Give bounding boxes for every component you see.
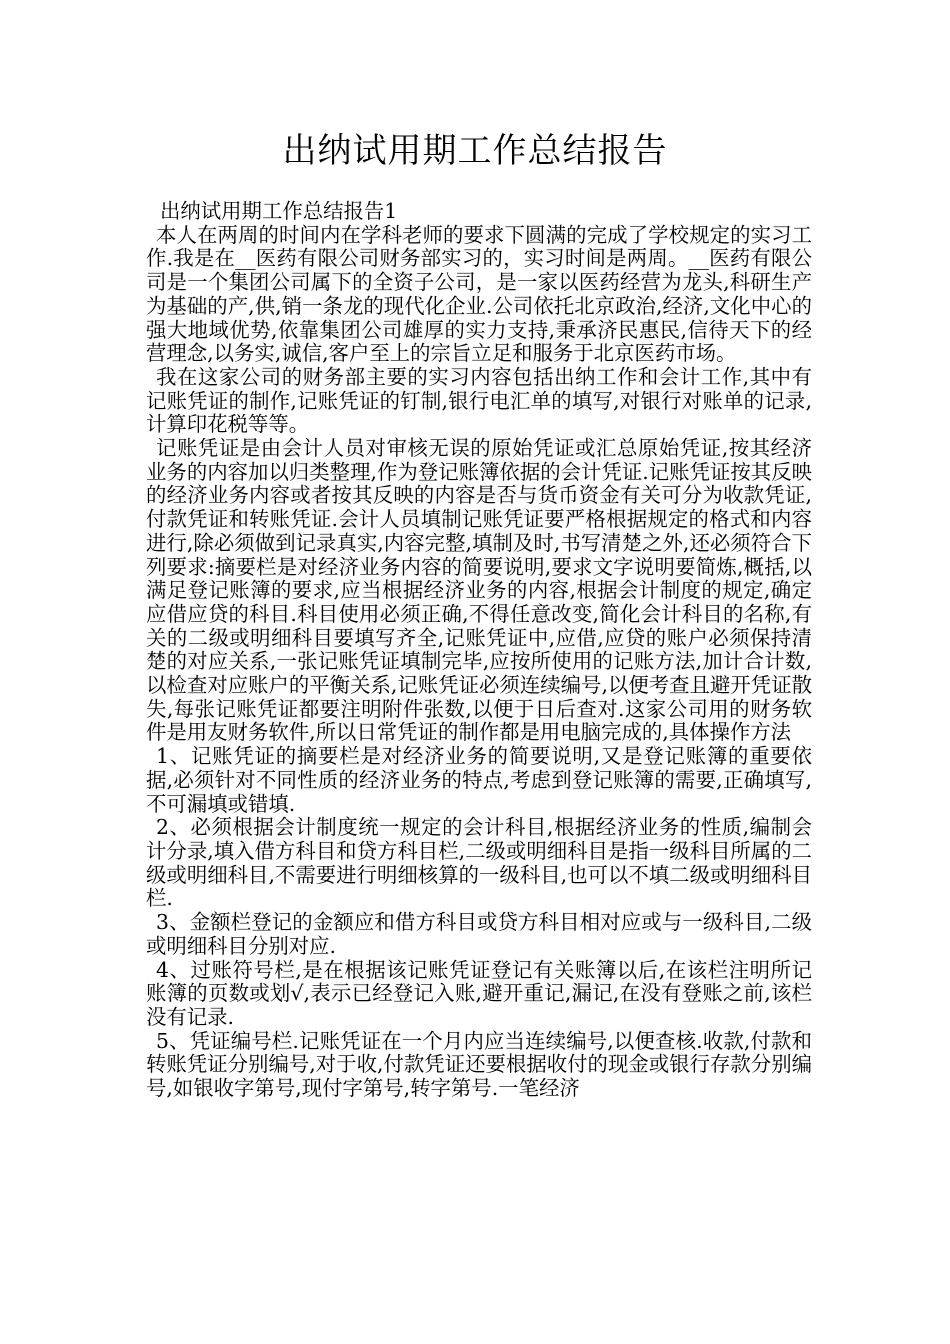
document-body — [146, 200, 812, 1101]
paragraph-point-5: 5、凭证编号栏.记账凭证在一个月内应当连续编号,以便查核.收款,付款和转账凭证分别编号,对于收,付款凭证还要根据收付的现金或银行存款分别编号,如银收字第号,现付字第号,转字第号.一笔经济 — [146, 1028, 812, 1101]
document-title: 出纳试用期工作总结报告 — [282, 131, 668, 171]
paragraph-point-1: 1、记账凭证的摘要栏是对经济业务的简要说明,又是登记账簿的重要依据,必须针对不同性质的经济业务的特点,考虑到登记账簿的需要,正确填写,不可漏填或错填. — [146, 744, 812, 816]
document-subtitle: 出纳试用期工作总结报告1 — [160, 199, 398, 223]
paragraph-point-4: 4、过账符号栏,是在根据该记账凭证登记有关账簿以后,在该栏注明所记账簿的页数或划√,表示已经登记入账,避开重记,漏记,在没有登账之前,该栏没有记录. — [146, 957, 812, 1029]
paragraph-intro: 本人在两周的时间内在学科老师的要求下圆满的完成了学校规定的实习工作.我是在__医药有限公司财务部实习的，实习时间是两周。__医药有限公司是一个集团公司属下的全资子公司，是一家以医药经营为龙头,科研生产为基础的产,供,销一条龙的现代化企业.公司依托北京政治,经济,文化中心的强大地域优势,依靠集团公司雄厚的实力支持,秉承济民惠民,信待天下的经营理念,以务实,诚信,客户至上的宗旨立足和服务于北京医药市场。 — [146, 222, 812, 366]
paragraph-point-3: 3、金额栏登记的金额应和借方科目或贷方科目相对应或与一级科目,二级或明细科目分别对应. — [146, 910, 812, 958]
paragraph-point-2: 2、必须根据会计制度统一规定的会计科目,根据经济业务的性质,编制会计分录,填入借方科目和贷方科目栏,二级或明细科目是指一级科目所属的二级或明细科目,不需要进行明细核算的一级科目,也可以不填二级或明细科目栏. — [146, 815, 812, 911]
paragraph-voucher-definition: 记账凭证是由会计人员对审核无误的原始凭证或汇总原始凭证,按其经济业务的内容加以归类整理,作为登记账簿依据的会计凭证.记账凭证按其反映的经济业务内容或者按其反映的内容是否与货币资金有关可分为收款凭证,付款凭证和转账凭证.会计人员填制记账凭证要严格根据规定的格式和内容进行,除必须做到记录真实,内容完整,填制及时,书写清楚之外,还必须符合下列要求:摘要栏是对经济业务内容的简要说明,要求文字说明要简炼,概括,以满足登记账簿的要求,应当根据经济业务的内容,根据会计制度的规定,确定应借应贷的科目.科目使用必须正确,不得任意改变,简化会计科目的名称,有关的二级或明细科目要填写齐全,记账凭证中,应借,应贷的账户必须保持清楚的对应关系,一张记账凭证填制完毕,应按所使用的记账方法,加计合计数,以检查对应账户的平衡关系,记账凭证必须连续编号,以便考查且避开凭证散失,每张记账凭证都要注明附件张数,以便于日后查对.这家公司用的财务软件是用友财务软件,所以日常凭证的制作都是用电脑完成的,具体操作方法 — [146, 436, 812, 745]
paragraph-internship-content: 我在这家公司的财务部主要的实习内容包括出纳工作和会计工作,其中有记账凭证的制作,记账凭证的钉制,银行电汇单的填写,对银行对账单的记录,计算印花税等等。 — [146, 364, 812, 437]
